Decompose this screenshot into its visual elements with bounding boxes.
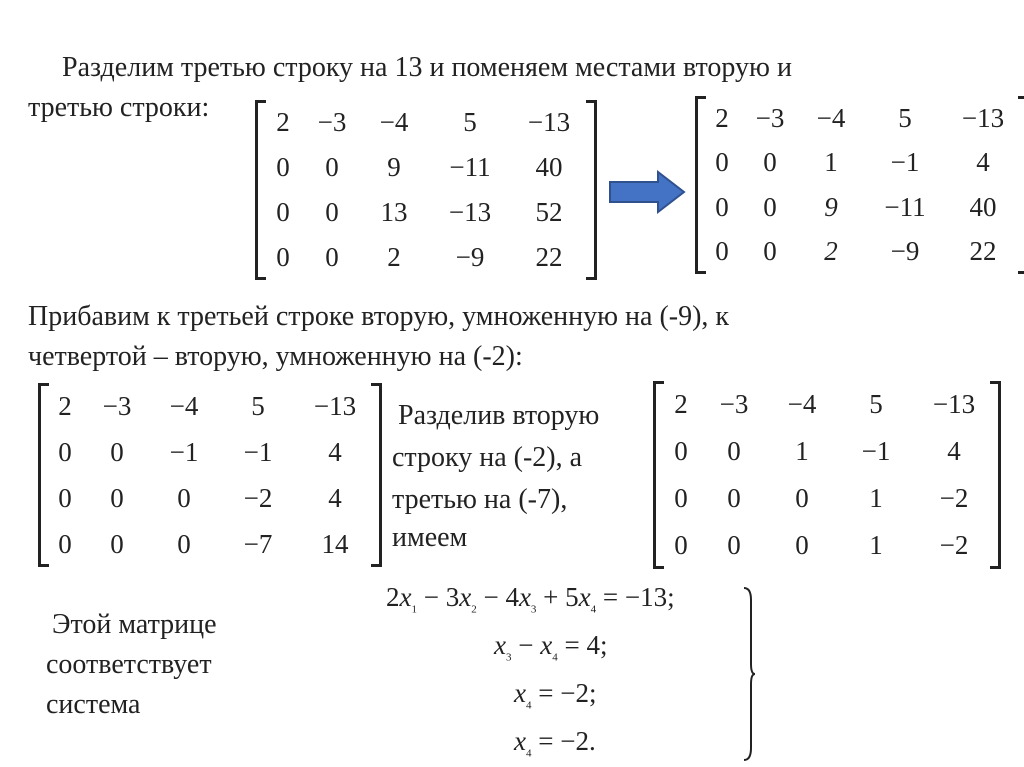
matrix-cell: −1 <box>243 436 273 467</box>
right-arrow-icon <box>608 170 686 214</box>
matrix-cell: 0 <box>276 197 290 227</box>
intro-text-line2: третью строки: <box>28 92 210 123</box>
matrix-2 <box>695 96 1024 274</box>
equation-4: $x_4 = -2$. <box>514 726 596 760</box>
matrix-cell: 4 <box>328 482 342 513</box>
matrix-cell: 0 <box>763 191 777 222</box>
matrix-cell: 5 <box>898 102 912 133</box>
matrix-cell: −1 <box>169 436 199 467</box>
matrix-cell: 0 <box>727 483 741 513</box>
matrix-cell: 2 <box>674 389 688 419</box>
matrix-cell: −4 <box>379 107 409 137</box>
matrix-cell: 0 <box>795 530 809 560</box>
matrix-cell: 0 <box>177 528 191 559</box>
intro-text-line1: Разделим третью строку на 13 и поменяем местами вторую и <box>62 52 792 83</box>
matrix-4 <box>653 381 1001 569</box>
matrix-cell: 0 <box>674 483 688 513</box>
matrix-cell: 0 <box>325 242 339 272</box>
matrix-cell: 0 <box>674 530 688 560</box>
matrix-cell: 5 <box>251 390 265 421</box>
step2-text-line1: Прибавим к третьей строке вторую, умноженную на (-9), к <box>28 301 730 332</box>
matrix-cell: 2 <box>824 236 838 267</box>
matrix-cell: −13 <box>527 107 571 137</box>
step2-text-line2: четвертой – вторую, умноженную на (-2): <box>28 341 523 372</box>
matrix-cell: 4 <box>976 147 990 178</box>
matrix-cell: −9 <box>455 242 485 272</box>
matrix-cell: 2 <box>715 102 729 133</box>
matrix-cell: 52 <box>535 197 563 227</box>
matrix-cell: −11 <box>884 191 926 222</box>
step3-text-line1: Разделив вторую <box>398 400 600 431</box>
matrix-1 <box>255 100 597 280</box>
matrix-cell: 1 <box>869 530 883 560</box>
matrix-cell: −13 <box>448 197 492 227</box>
matrix-cell: 0 <box>715 147 729 178</box>
matrix-cell: 9 <box>387 152 401 182</box>
matrix-cell: 0 <box>763 236 777 267</box>
matrix-cell: −4 <box>787 389 817 419</box>
matrix-cell: 5 <box>463 107 477 137</box>
matrix-cell: 5 <box>869 389 883 419</box>
step3-text-line2: строку на (-2), а <box>392 442 583 473</box>
matrix-cell: −4 <box>169 390 199 421</box>
matrix-cell: 0 <box>110 482 124 513</box>
matrix-cell: −1 <box>861 436 891 466</box>
matrix-cell: 0 <box>177 482 191 513</box>
matrix-cell: 0 <box>325 197 339 227</box>
equation-2: $x_3 - x_4 = 4$; <box>494 630 608 664</box>
matrix-cell: 2 <box>276 107 290 137</box>
matrix-cell: 4 <box>947 436 961 466</box>
matrix-cell: 22 <box>969 236 997 267</box>
matrix-cell: 0 <box>715 236 729 267</box>
matrix-cell: 0 <box>110 436 124 467</box>
step3-text-line4: имеем <box>392 522 468 553</box>
matrix-cell: 0 <box>727 530 741 560</box>
right-brace-icon <box>742 586 756 762</box>
matrix-3 <box>38 383 382 567</box>
equation-3: $x_4 = -2$; <box>514 678 597 712</box>
matrix-cell: 0 <box>715 191 729 222</box>
matrix-cell: −2 <box>243 482 273 513</box>
matrix-cell: 4 <box>328 436 342 467</box>
matrix-cell: 40 <box>969 191 997 222</box>
matrix-cell: 1 <box>795 436 809 466</box>
matrix-cell: 0 <box>58 436 72 467</box>
equation-1: $2x_1 - 3x_2 - 4x_3 + 5x_4 = -13$; <box>386 582 675 616</box>
system-label-line3: система <box>46 689 141 720</box>
matrix-cell: 0 <box>795 483 809 513</box>
matrix-cell: 0 <box>325 152 339 182</box>
matrix-cell: −2 <box>939 530 969 560</box>
matrix-cell: 0 <box>58 482 72 513</box>
matrix-cell: 1 <box>824 147 838 178</box>
matrix-cell: −3 <box>102 390 132 421</box>
matrix-cell: 0 <box>727 436 741 466</box>
matrix-cell: 0 <box>276 152 290 182</box>
matrix-cell: −13 <box>313 390 357 421</box>
step3-text-line3: третью на (-7), <box>392 484 568 515</box>
matrix-cell: −13 <box>961 102 1005 133</box>
matrix-cell: −7 <box>243 528 273 559</box>
matrix-cell: −13 <box>932 389 976 419</box>
matrix-cell: 40 <box>535 152 563 182</box>
matrix-cell: 13 <box>380 197 408 227</box>
matrix-cell: −11 <box>449 152 491 182</box>
system-label-line2: соответствует <box>46 649 212 680</box>
matrix-cell: 14 <box>321 528 349 559</box>
matrix-cell: 9 <box>824 191 838 222</box>
matrix-cell: 0 <box>763 147 777 178</box>
matrix-cell: −3 <box>755 102 785 133</box>
matrix-cell: 2 <box>387 242 401 272</box>
matrix-cell: −3 <box>317 107 347 137</box>
matrix-cell: 0 <box>110 528 124 559</box>
matrix-cell: 0 <box>674 436 688 466</box>
matrix-cell: 0 <box>276 242 290 272</box>
matrix-cell: −2 <box>939 483 969 513</box>
matrix-cell: −3 <box>719 389 749 419</box>
matrix-cell: −1 <box>890 147 920 178</box>
matrix-cell: −9 <box>890 236 920 267</box>
matrix-cell: 22 <box>535 242 563 272</box>
system-label-line1: Этой матрице <box>52 609 217 640</box>
matrix-cell: 1 <box>869 483 883 513</box>
matrix-cell: −4 <box>816 102 846 133</box>
matrix-cell: 0 <box>58 528 72 559</box>
matrix-cell: 2 <box>58 390 72 421</box>
